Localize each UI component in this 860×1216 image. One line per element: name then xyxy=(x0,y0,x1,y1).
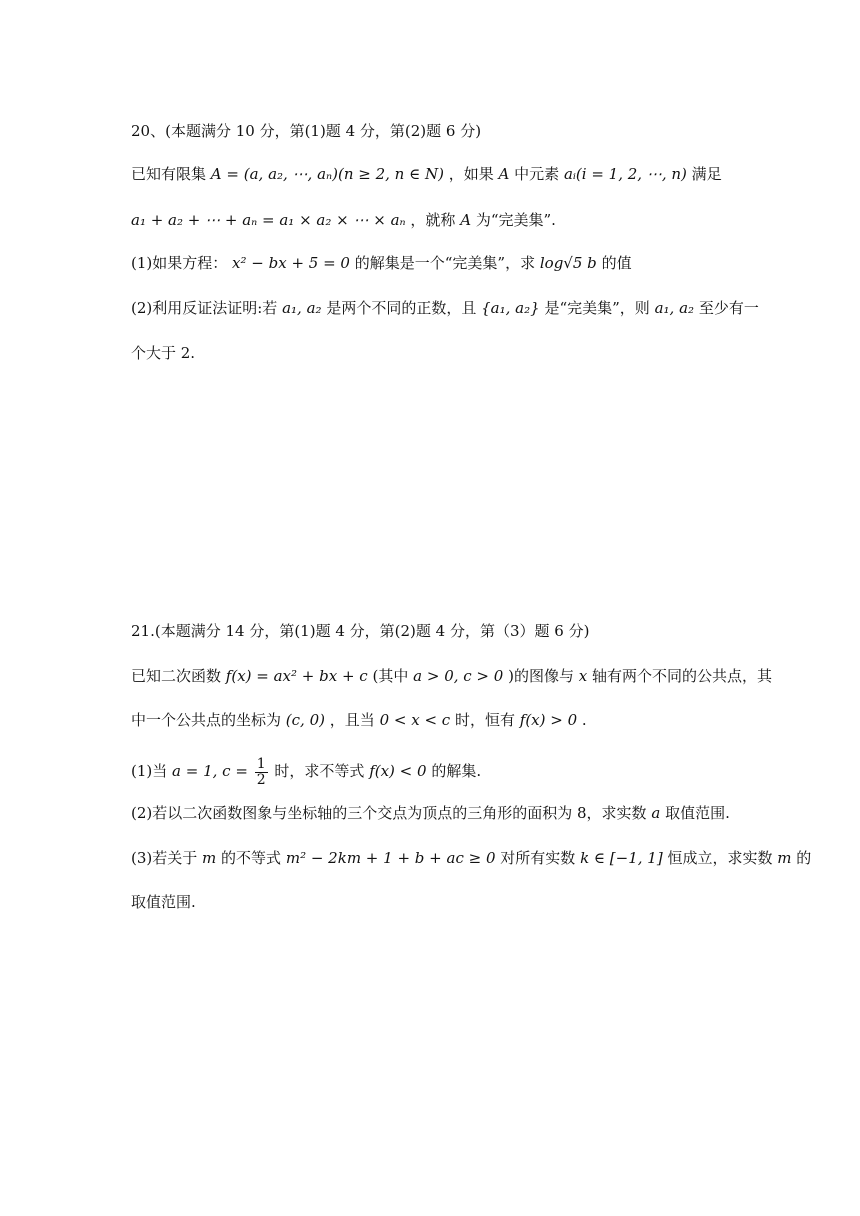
fraction-one-half xyxy=(255,757,268,788)
set-formula: {a₁, a₂} xyxy=(481,299,540,317)
quadratic-function: f(x) = ax² + bx + c xyxy=(225,667,368,685)
variables: a₁, a₂ xyxy=(654,299,695,317)
set-symbol: A xyxy=(498,165,510,183)
m-inequality: m² − 2km + 1 + b + ac ≥ 0 xyxy=(285,849,496,867)
problem-20-part-2: (2)利用反证法证明:若 a₁, a₂ 是两个不同的正数，且 {a₁, a₂} 是“完美集”，则 a₁, a₂ 至少有一 xyxy=(131,299,759,317)
problem-21-part-3-continued: 取值范围. xyxy=(131,893,196,911)
parameter-values: a = 1, c = xyxy=(172,762,248,780)
problem-21-header: 21.(本题满分 14 分，第(1)题 4 分，第(2)题 4 分，第（3）题 6 分) xyxy=(131,622,590,640)
finite-set-formula: A = (a, a₂, ⋯, aₙ)(n ≥ 2, n ∈ N) xyxy=(210,165,444,183)
problem-21-part-3: (3)若关于 m 的不等式 m² − 2km + 1 + b + ac ≥ 0 对所有实数 k ∈ [−1, 1] 恒成立，求实数 m 的 xyxy=(131,849,812,867)
problem-20-part-2-continued: 个大于 2. xyxy=(131,344,196,362)
fraction-numerator: 1 xyxy=(256,755,266,772)
fraction-denominator: 2 xyxy=(256,771,266,788)
point-coordinate: (c, 0) xyxy=(285,711,325,729)
element-formula: aᵢ(i = 1, 2, ⋯, n) xyxy=(563,165,687,183)
problem-21-statement-line2: 中一个公共点的坐标为 (c, 0) ，且当 0 < x < c 时，恒有 f(x) > 0 . xyxy=(131,711,587,729)
interval-condition: 0 < x < c xyxy=(379,711,451,729)
k-interval: k ∈ [−1, 1] xyxy=(580,849,663,867)
quadratic-equation: x² − bx + 5 = 0 xyxy=(232,254,350,272)
coefficient-condition: a > 0, c > 0 xyxy=(413,667,504,685)
positive-inequality: f(x) > 0 xyxy=(519,711,578,729)
negative-inequality: f(x) < 0 xyxy=(369,762,427,780)
perfect-set-condition: a₁ + a₂ + ⋯ + aₙ = a₁ × a₂ × ⋯ × aₙ xyxy=(131,211,406,229)
problem-20-header: 20、(本题满分 10 分，第(1)题 4 分，第(2)题 6 分) xyxy=(131,122,482,140)
problem-20-statement-line1: 已知有限集 A = (a, a₂, ⋯, aₙ)(n ≥ 2, n ∈ N) ，如果 A 中元素 aᵢ(i = 1, 2, ⋯, n) 满足 xyxy=(131,165,722,183)
m-symbol: m xyxy=(777,849,792,867)
problem-21-statement-line1: 已知二次函数 f(x) = ax² + bx + c (其中 a > 0, c > 0 )的图像与 x 轴有两个不同的公共点，其 xyxy=(131,667,773,685)
log-expression: log√5 b xyxy=(539,254,597,272)
problem-21-part-2: (2)若以二次函数图象与坐标轴的三个交点为顶点的三角形的面积为 8，求实数 a 取值范围. xyxy=(131,804,730,822)
m-symbol: m xyxy=(202,849,217,867)
problem-21-part-1: (1)当 a = 1, c = $\frac{1}{2}$ 时，求不等式 f(x) < 0 的解集. xyxy=(131,755,482,788)
problem-20-part-1: (1)如果方程： x² − bx + 5 = 0 的解集是一个“完美集”，求 log√5 b 的值 xyxy=(131,254,632,272)
problem-20-statement-line2: a₁ + a₂ + ⋯ + aₙ = a₁ × a₂ × ⋯ × aₙ ，就称 A 为“完美集”. xyxy=(131,211,556,229)
set-symbol: A xyxy=(460,211,472,229)
variables: a₁, a₂ xyxy=(282,299,322,317)
x-symbol: x xyxy=(578,667,588,685)
a-symbol: a xyxy=(651,804,661,822)
